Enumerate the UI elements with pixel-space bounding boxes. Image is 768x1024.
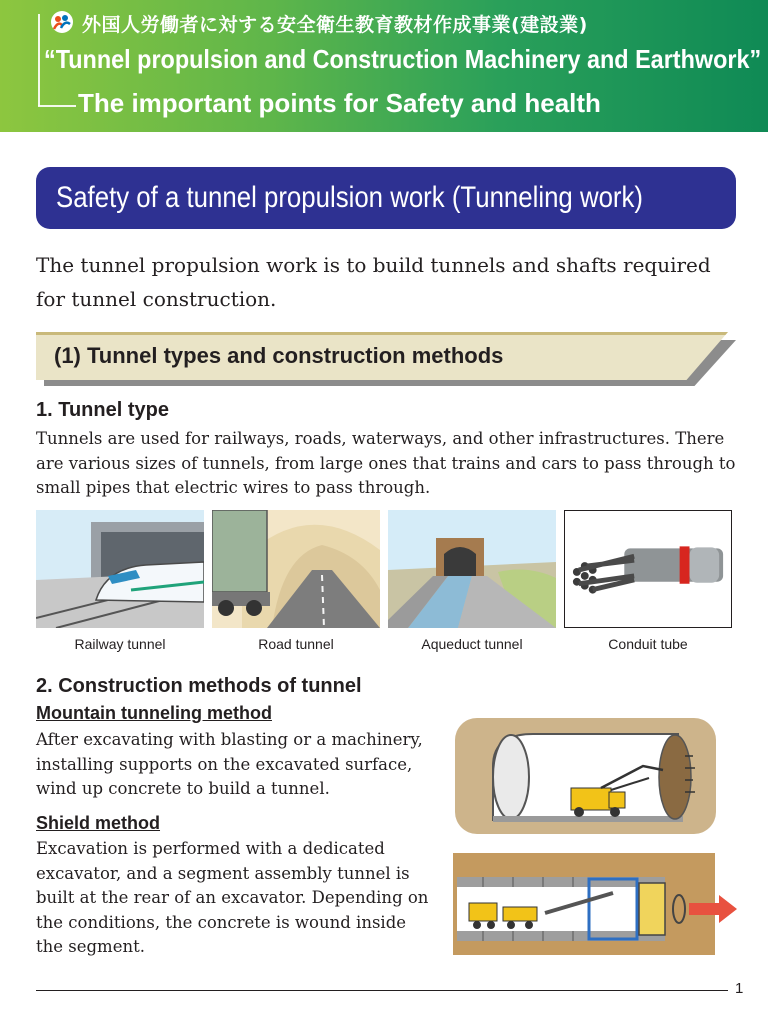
section-intro: The tunnel propulsion work is to build tunnels and shafts required for tunnel construction. [36,253,711,311]
document-title: “Tunnel propulsion and Construction Machinery and Earthwork” [44,44,762,74]
header-rule-vertical [38,14,40,106]
jp-project-title: 外国人労働者に対する安全衛生教育教材作成事業(建設業) [82,14,588,36]
mountain-method-text: After excavating with blasting or a machinery, installing supports on the excavated surface, wind up concrete to build a tunnel. [36,730,423,798]
mountain-method-title: Mountain tunneling method [36,703,272,723]
header-rule-horizontal [38,105,76,107]
page-number: 1 [735,980,744,997]
methods-heading: 2. Construction methods of tunnel [36,675,362,697]
aqueduct-tunnel-image [388,510,556,628]
subsection-label: (1) Tunnel types and construction methods [54,343,504,368]
shield-method-title: Shield method [36,813,161,833]
shield-method-text: Excavation is performed with a dedicated excavator, and a segment assembly tunnel is built at the rear of an excavator. Depending on the conditions, the concrete is wound inside the segment. [36,839,429,956]
mountain-tunneling-illustration [453,716,718,836]
conduit-tube-image [564,510,732,628]
railway-tunnel-caption: Railway tunnel [74,636,166,652]
footer-rule [36,990,728,991]
header-banner [0,0,768,132]
road-tunnel-image [212,510,380,628]
aqueduct-tunnel-caption: Aqueduct tunnel [421,636,523,652]
section-title: Safety of a tunnel propulsion work (Tunneling work) [56,181,644,214]
tunnel-type-heading: 1. Tunnel type [36,399,169,421]
road-tunnel-caption: Road tunnel [258,636,334,652]
conduit-tube-caption: Conduit tube [608,636,688,652]
railway-tunnel-image [36,510,204,628]
tunnel-type-text: Tunnels are used for railways, roads, waterways, and other infrastructures. There are various sizes of tunnels, from large ones that trains and cars to pass through to small pipes that electric wires to pass through. [36,429,736,497]
document-subtitle: The important points for Safety and health [78,88,601,118]
people-logo-icon [50,10,74,34]
section-title-bar [36,167,736,229]
shield-method-illustration [453,853,743,955]
